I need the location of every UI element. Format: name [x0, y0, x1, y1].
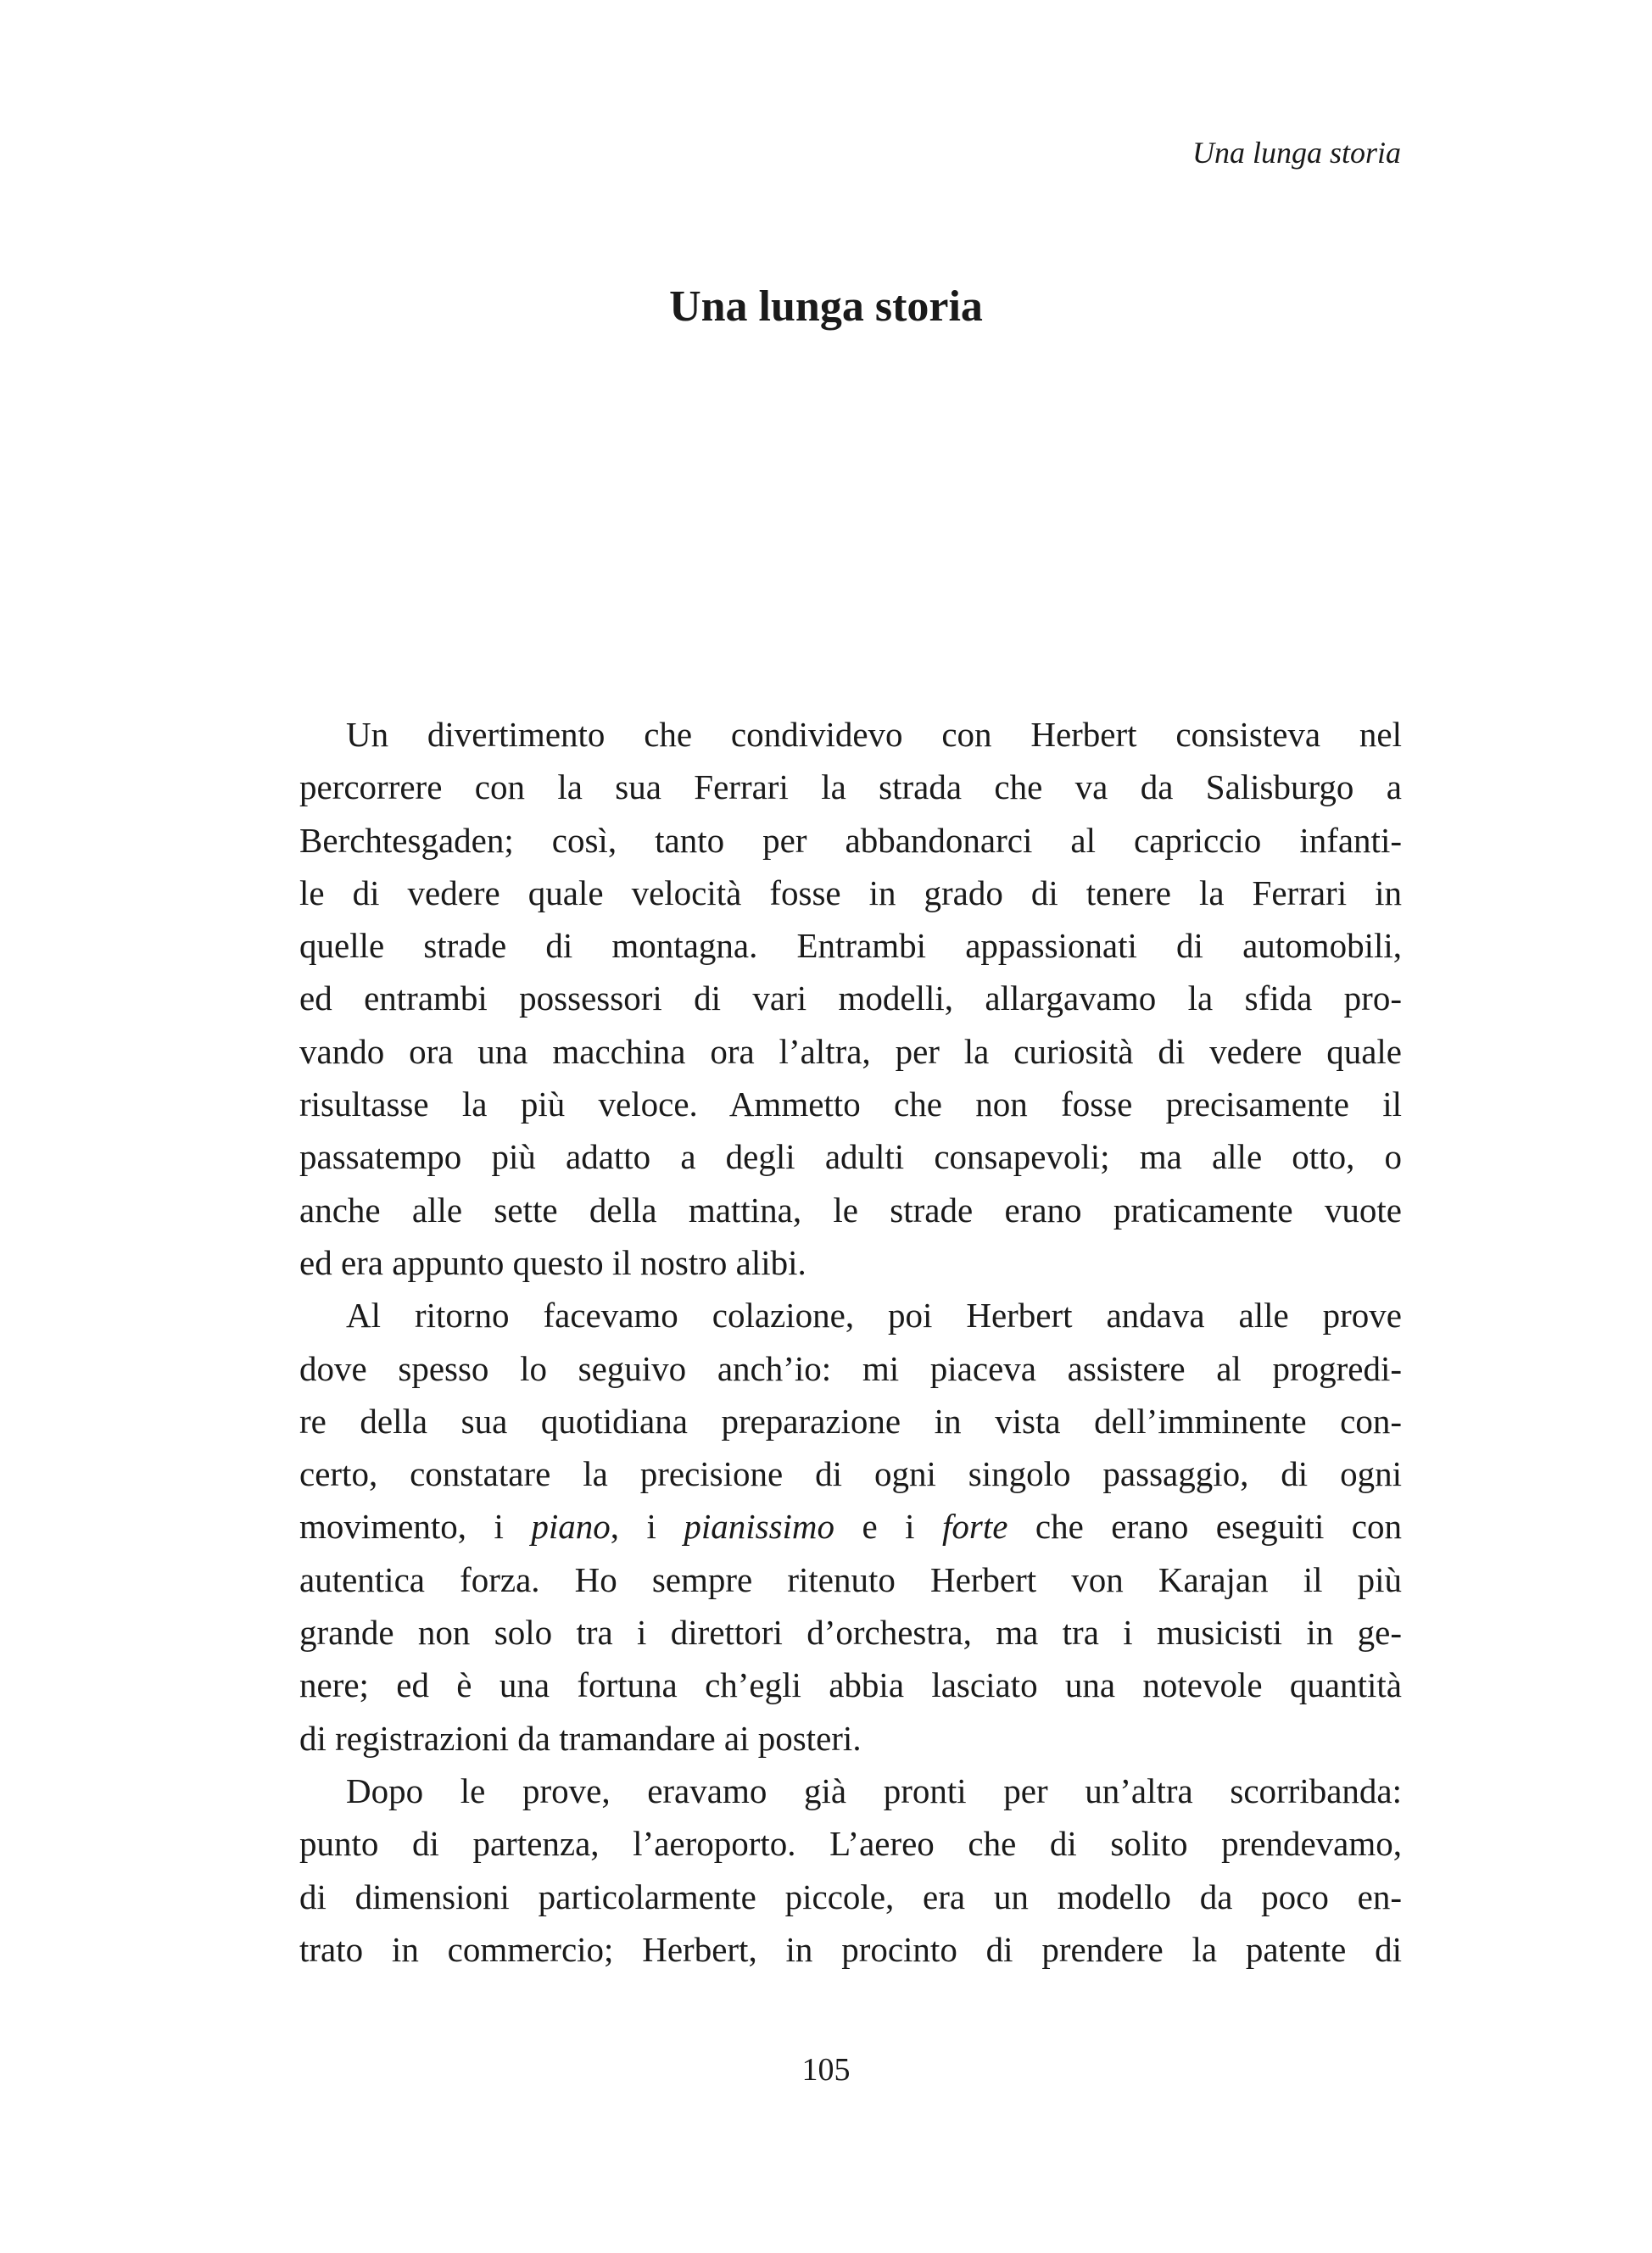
text-run: e i	[834, 1507, 943, 1547]
text-line-italic-terms	[299, 1500, 1402, 1553]
paragraph-2	[299, 1289, 1402, 1765]
italic-term: pianissimo	[684, 1507, 835, 1547]
text-line: le di vedere quale velocità fosse in grado di tenere la Ferrari in	[299, 873, 1402, 912]
text-line: ed entrambi possessori di vari modelli, allargavamo la sfida pro-	[299, 979, 1402, 1018]
text-line: Al ritorno facevamo colazione, poi Herbert andava alle prove	[346, 1296, 1402, 1336]
text-line: punto di partenza, l’aeroporto. L’aereo che di solito prendevamo,	[299, 1824, 1402, 1864]
text-line: Un divertimento che condividevo con Herbert consisteva nel	[346, 715, 1402, 754]
text-run: che erano eseguiti con	[1007, 1507, 1402, 1547]
paragraph-3	[299, 1765, 1402, 1976]
text-line: Berchtesgaden; così, tanto per abbandonarci al capriccio infanti-	[299, 820, 1402, 860]
text-line: trato in commercio; Herbert, in procinto di prendere la patente di	[299, 1929, 1402, 1969]
text-line: di dimensioni particolarmente piccole, era un modello da poco en-	[299, 1877, 1402, 1916]
paragraph-1	[299, 708, 1402, 1289]
text-line: vando ora una macchina ora l’altra, per la curiosità di vedere quale	[299, 1031, 1402, 1071]
text-line: nere; ed è una fortuna ch’egli abbia lasciato una notevole quantità	[299, 1665, 1402, 1705]
body-text	[299, 708, 1402, 1976]
text-line: quelle strade di montagna. Entrambi appassionati di automobili,	[299, 926, 1402, 966]
text-line: Dopo le prove, eravamo già pronti per un’altra scorribanda:	[346, 1771, 1402, 1810]
chapter-title: Una lunga storia	[669, 282, 983, 331]
text-line: percorrere con la sua Ferrari la strada che va da Salisburgo a	[299, 767, 1402, 807]
running-header: Una lunga storia	[1192, 136, 1401, 170]
text-line: di registrazioni da tramandare ai posteri.	[299, 1718, 862, 1758]
text-line: passatempo più adatto a degli adulti consapevoli; ma alle otto, o	[299, 1137, 1402, 1177]
italic-term: piano	[531, 1507, 611, 1547]
text-line: ed era appunto questo il nostro alibi.	[299, 1242, 806, 1282]
text-line: risultasse la più veloce. Ammetto che non fosse precisamente il	[299, 1085, 1402, 1124]
italic-term: forte	[942, 1507, 1008, 1547]
text-line: grande non solo tra i direttori d’orchestra, ma tra i musicisti in ge-	[299, 1613, 1402, 1653]
text-line: autentica forza. Ho sempre ritenuto Herbert von Karajan il più	[299, 1559, 1402, 1599]
text-line: dove spesso lo seguivo anch’io: mi piaceva assistere al progredi-	[299, 1348, 1402, 1388]
text-run: movimento, i	[299, 1507, 532, 1547]
text-line: certo, constatare la precisione di ogni singolo passaggio, di ogni	[299, 1454, 1402, 1494]
page-number: 105	[801, 2052, 851, 2088]
text-line: anche alle sette della mattina, le strade erano praticamente vuote	[299, 1190, 1402, 1230]
text-line: re della sua quotidiana preparazione in vista dell’imminente con-	[299, 1401, 1402, 1441]
text-run: , i	[610, 1507, 684, 1547]
